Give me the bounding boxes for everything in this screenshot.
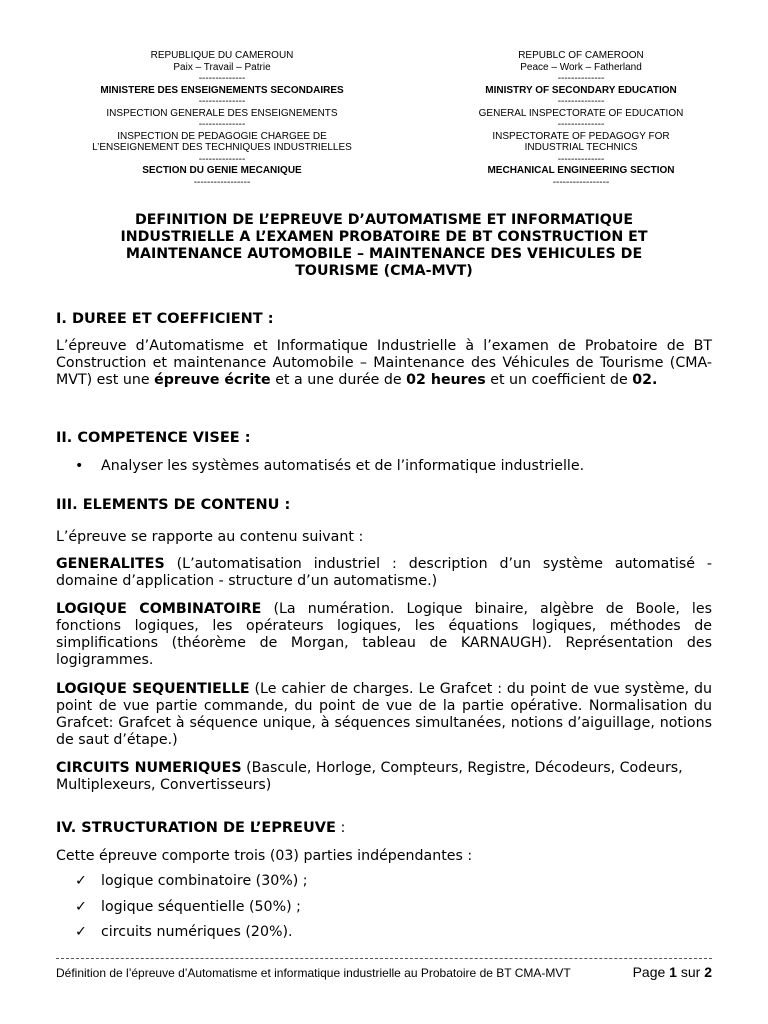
page-word: Page [632, 964, 670, 980]
separator: ----------------- [193, 176, 251, 188]
check-icon: ✓ [75, 899, 87, 915]
heading-text: IV. STRUCTURATION DE L’EPREUVE [56, 820, 336, 836]
separator: -------------- [198, 96, 246, 107]
page-number: 1 [669, 964, 677, 980]
inspection-name: INSPECTION GENERALE DES ENSEIGNEMENTS [106, 107, 338, 119]
text-run-bold: 02 heures [406, 372, 486, 388]
text-run: et a une durée de [270, 372, 407, 388]
section-name: MECHANICAL ENGINEERING SECTION [487, 165, 675, 176]
content-term: CIRCUITS NUMERIQUES [56, 760, 242, 776]
page-total: 2 [704, 964, 712, 980]
text-run-bold: 02. [632, 372, 658, 388]
content-term: GENERALITES [56, 556, 165, 572]
text-run: L’épreuve d’Automatisme et Informatique Industrielle à l’examen de Probatoire de BT Construction et maintenance Automobile – Maintenance des Véhicules de Tourisme (CMA-MVT) est une [56, 338, 712, 388]
contents-intro: L’épreuve se rapporte au contenu suivant : [56, 529, 364, 545]
separator: -------------- [557, 119, 605, 130]
title-line: TOURISME (CMA-MVT) [295, 263, 473, 279]
content-item-circuits [56, 760, 712, 794]
separator: ----------------- [552, 176, 610, 188]
content-desc: (Bascule, Horloge, Compteurs, Registre, Décodeurs, Codeurs, Multiplexeurs, Convertisseurs) [56, 760, 683, 793]
footer-divider [56, 958, 712, 959]
separator: -------------- [557, 153, 605, 165]
check-icon: ✓ [75, 873, 87, 889]
section-heading-contents: III. ELEMENTS DE CONTENU : [56, 497, 291, 513]
content-term: LOGIQUE COMBINATOIRE [56, 601, 262, 617]
section-name: SECTION DU GENIE MECANIQUE [142, 165, 302, 176]
separator: -------------- [198, 73, 246, 84]
motto: Peace – Work – Fatherland [520, 61, 642, 73]
content-item-combinatoire [56, 601, 712, 669]
country-name: REPUBLIQUE DU CAMEROUN [150, 50, 294, 61]
separator: -------------- [557, 73, 605, 84]
bullet-marker: • [75, 458, 84, 474]
content-desc: (Le cahier de charges. Le Grafcet : du point de vue système, du point de vue partie commande, du point de vue de la partie opérative. Normalisation du Grafcet: Grafcet à séquence unique, à séquences simultanées, notions d’aiguillage, notions de saut d’étape.) [56, 681, 712, 748]
heading-tail: : [335, 820, 346, 836]
bullet-item [75, 458, 584, 475]
country-name: REPUBLC OF CAMEROON [518, 50, 644, 61]
check-text: logique séquentielle (50%) ; [101, 899, 301, 915]
check-item [75, 899, 301, 916]
page-footer [56, 964, 712, 982]
letterhead-french [62, 50, 382, 188]
section-heading-structure [56, 819, 345, 837]
content-desc: (La numération. Logique binaire, algèbre de Boole, les fonctions logiques, les opérateurs logiques, les équations logiques, méthodes de simplifications (théorème de Morgan, tableau de KARNAUGH). Représentation des logigrammes. [56, 601, 712, 668]
title-line: DEFINITION DE L’EPREUVE D’AUTOMATISME ET INFORMATIQUE [134, 212, 634, 228]
of-word: sur [676, 964, 705, 980]
separator: -------------- [198, 153, 246, 165]
ministry-name: MINISTERE DES ENSEIGNEMENTS SECONDAIRES [100, 84, 344, 96]
check-icon: ✓ [75, 924, 87, 940]
check-text: circuits numériques (20%). [101, 924, 293, 940]
text-run-bold: épreuve écrite [154, 372, 271, 388]
footer-text: Définition de l’épreuve d’Automatisme et informatique industrielle au Probatoire de BT CMA-MVT [56, 966, 571, 980]
title-line: INDUSTRIELLE A L’EXAMEN PROBATOIRE DE BT CONSTRUCTION ET [120, 229, 648, 245]
motto: Paix – Travail – Patrie [173, 61, 271, 73]
section-heading-competence: II. COMPETENCE VISEE : [56, 430, 251, 446]
check-item [75, 924, 293, 941]
content-item-generalites [56, 556, 712, 590]
separator: -------------- [557, 96, 605, 107]
letterhead [0, 50, 768, 190]
separator: -------------- [198, 119, 246, 130]
document-title [56, 212, 712, 280]
content-desc: (L’automatisation industriel : description d’un système automatisé - domaine d’application - structure d’un automatisme.) [56, 556, 712, 589]
ministry-name: MINISTRY OF SECONDARY EDUCATION [485, 84, 677, 96]
content-term: LOGIQUE SEQUENTIELLE [56, 681, 250, 697]
pedagogy-line-2: INDUSTRIAL TECHNICS [524, 142, 638, 153]
bullet-text: Analyser les systèmes automatisés et de l’informatique industrielle. [101, 458, 585, 474]
pedagogy-line-2: L’ENSEIGNEMENT DES TECHNIQUES INDUSTRIELLES [92, 142, 352, 153]
page-indicator [633, 964, 712, 980]
check-text: logique combinatoire (30%) ; [101, 873, 308, 889]
text-run: et un coefficient de [485, 372, 633, 388]
check-item [75, 873, 308, 890]
duration-paragraph [56, 338, 712, 389]
pedagogy-line-1: INSPECTORATE OF PEDAGOGY FOR [492, 130, 670, 142]
pedagogy-line-1: INSPECTION DE PEDAGOGIE CHARGEE DE [117, 130, 327, 142]
title-line: MAINTENANCE AUTOMOBILE – MAINTENANCE DES VEHICULES DE [125, 246, 643, 262]
inspection-name: GENERAL INSPECTORATE OF EDUCATION [478, 107, 684, 119]
content-item-sequentielle [56, 681, 712, 749]
letterhead-english [421, 50, 741, 188]
structure-intro: Cette épreuve comporte trois (03) parties indépendantes : [56, 848, 473, 864]
section-heading-duration: I. DUREE ET COEFFICIENT : [56, 311, 274, 327]
